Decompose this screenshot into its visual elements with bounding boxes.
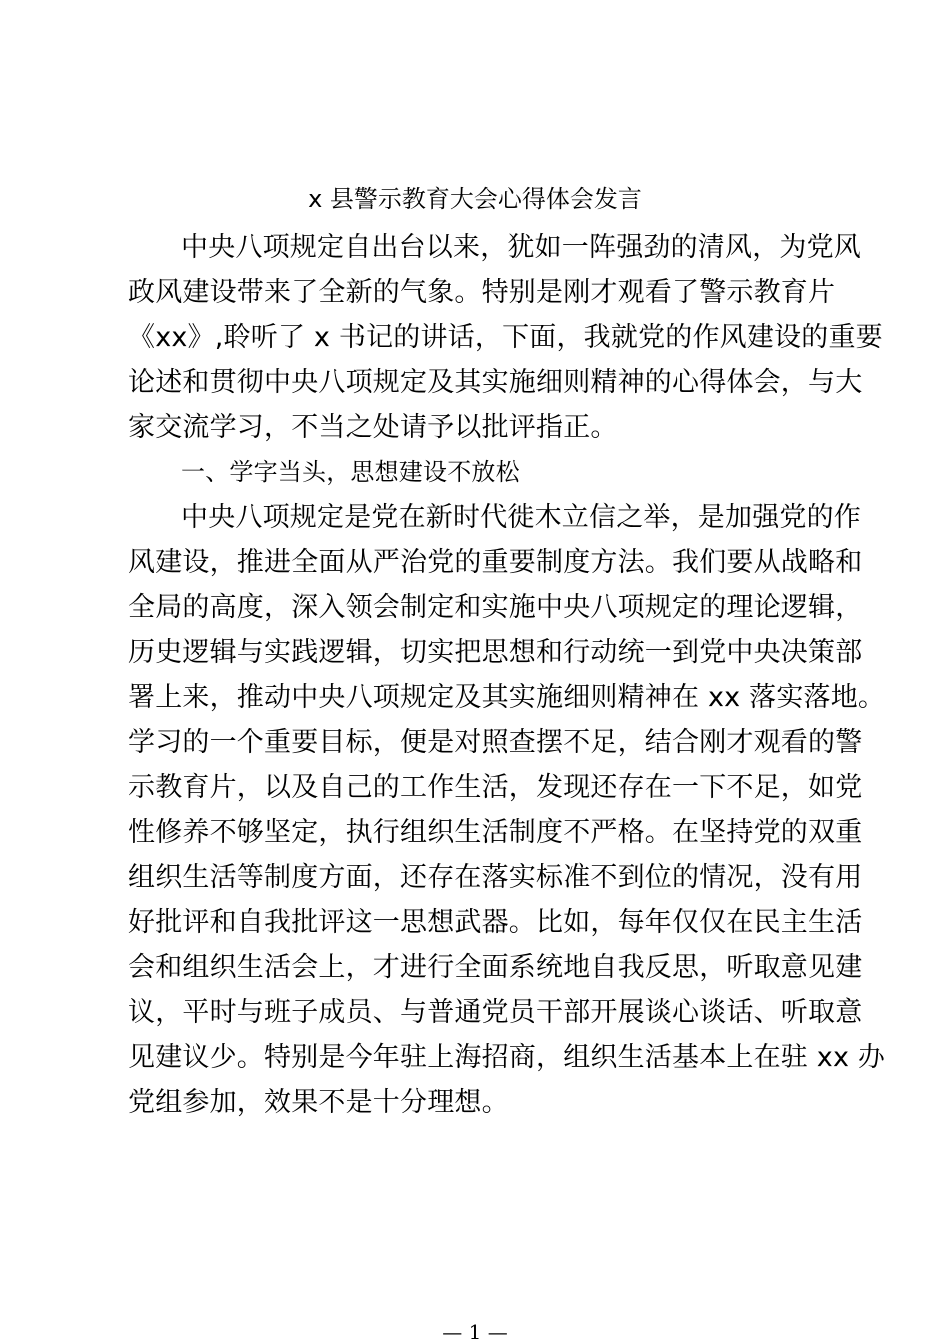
paragraph-2-line-13: 见建议少。特别是今年驻上海招商，组织生活基本上在驻 xx 办 — [128, 1042, 886, 1073]
paragraph-1-line-5: 家交流学习，不当之处请予以批评指正。 — [128, 412, 618, 443]
paragraph-2-line-4: 历史逻辑与实践逻辑，切实把思想和行动统一到党中央决策部 — [128, 637, 863, 668]
paragraph-2-line-14: 党组参加，效果不是十分理想。 — [128, 1087, 509, 1118]
page-number: — 1 — — [442, 1320, 508, 1344]
paragraph-2-line-12: 议，平时与班子成员、与普通党员干部开展谈心谈话、听取意 — [128, 997, 863, 1028]
paragraph-2-line-2: 风建设，推进全面从严治党的重要制度方法。我们要从战略和 — [128, 547, 863, 578]
paragraph-2-line-3: 全局的高度，深入领会制定和实施中央八项规定的理论逻辑， — [128, 592, 863, 623]
paragraph-2-line-10: 好批评和自我批评这一思想武器。比如，每年仅仅在民主生活 — [128, 907, 863, 938]
paragraph-1-line-4: 论述和贯彻中央八项规定及其实施细则精神的心得体会，与大 — [128, 367, 863, 398]
document-title: x 县警示教育大会心得体会发言 — [308, 185, 642, 213]
paragraph-1-line-1: 中央八项规定自出台以来，犹如一阵强劲的清风，为党风 — [181, 232, 861, 263]
section-heading: 一、学字当头，思想建设不放松 — [181, 458, 520, 486]
paragraph-2-line-8: 性修养不够坚定，执行组织生活制度不严格。在坚持党的双重 — [128, 817, 863, 848]
paragraph-2-line-9: 组织生活等制度方面，还存在落实标准不到位的情况，没有用 — [128, 862, 863, 893]
paragraph-2-line-6: 学习的一个重要目标，便是对照查摆不足，结合刚才观看的警 — [128, 727, 863, 758]
paragraph-2-line-7: 示教育片，以及自己的工作生活，发现还存在一下不足，如党 — [128, 772, 863, 803]
paragraph-2-line-1: 中央八项规定是党在新时代徙木立信之举，是加强党的作 — [181, 502, 861, 533]
paragraph-1-line-3: 《xx》,聆听了 x 书记的讲话，下面，我就党的作风建设的重要 — [128, 322, 883, 353]
paragraph-2-line-5: 署上来，推动中央八项规定及其实施细则精神在 xx 落实落地。 — [128, 682, 886, 713]
document-body — [128, 225, 886, 1125]
paragraph-1-line-2: 政风建设带来了全新的气象。特别是刚才观看了警示教育片 — [128, 277, 836, 308]
paragraph-2-line-11: 会和组织生活会上，才进行全面系统地自我反思，听取意见建 — [128, 952, 863, 983]
